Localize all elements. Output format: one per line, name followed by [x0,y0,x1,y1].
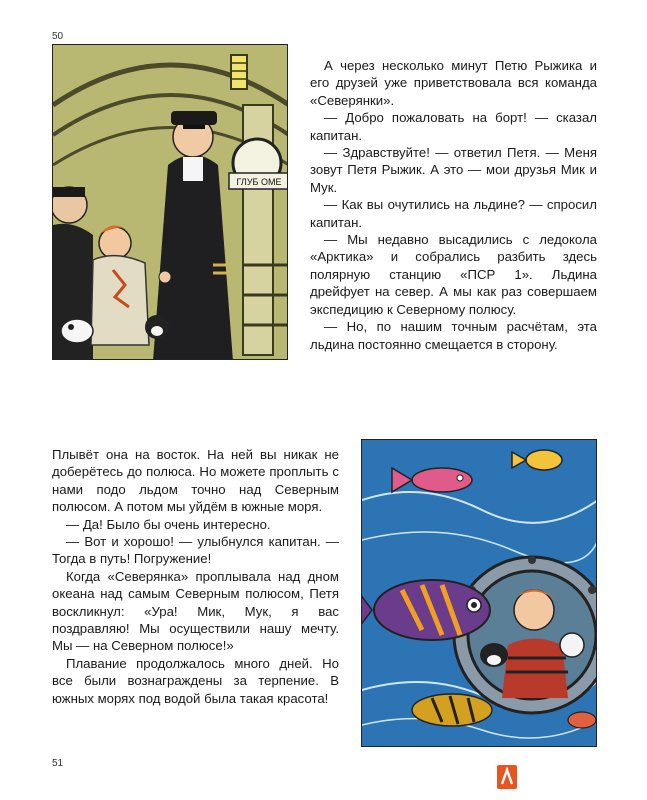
page-number-bottom: 51 [52,758,64,769]
publisher-logo [497,765,517,789]
paragraph: — Вот и хорошо! — улыбнулся капитан. — Тогда в путь! Погружение! [52,534,339,567]
paragraph: — Но, по нашим точным расчётам, эта льдина постоянно смещается в сторону. [310,319,597,352]
paragraph: — Мы недавно высадились с ледокола «Арктика» и собрались разбить здесь полярную станцию «ПСР 1». Льдина дрейфует на север. А мы как раз совершаем экспедицию к Северному полюсу. [310,232,597,317]
paragraph: Плывёт она на восток. На ней вы никак не доберётесь до полюса. Но можете проплыть с нами подо льдом точно над Северным полюсом. А потом мы уйдём в южные моря. [52,447,339,515]
paragraph: Плавание продолжалось много дней. Но все были вознаграждены за терпение. В южных морях под водой была такая красота! [52,655,339,706]
paragraph: — Да! Было бы очень интересно. [66,516,271,532]
bottom-text-block [52,446,339,707]
page-number-top: 50 [52,31,64,42]
top-text-block [310,57,597,353]
gauge-label: ГЛУБ ОМЕ [236,177,282,187]
submarine-interior-illustration [52,44,288,360]
paragraph: Когда «Северянка» проплывала над дном океана над самым Северным полюсом, Петя воскликнул: «Ура! Мик, Мук, я вас поздравляю! Мы осуществили нашу мечту. Мы — на Северном полюсе!» [52,568,339,654]
paragraph: — Добро пожаловать на борт! — сказал капитан. [310,110,597,143]
paragraph: А через несколько минут Петю Рыжика и его друзей уже приветствовала вся команда «Северянки». [310,58,597,108]
paragraph: — Как вы очутились на льдине? — спросил капитан. [310,197,597,230]
publisher-logo-icon [497,765,517,789]
submarine-interior-drawing [53,45,288,360]
underwater-drawing [362,440,597,747]
paragraph: — Здравствуйте! — ответил Петя. — Меня зовут Петя Рыжик. А это — мои друзья Мик и Мук. [310,145,597,195]
underwater-porthole-illustration [361,439,597,747]
